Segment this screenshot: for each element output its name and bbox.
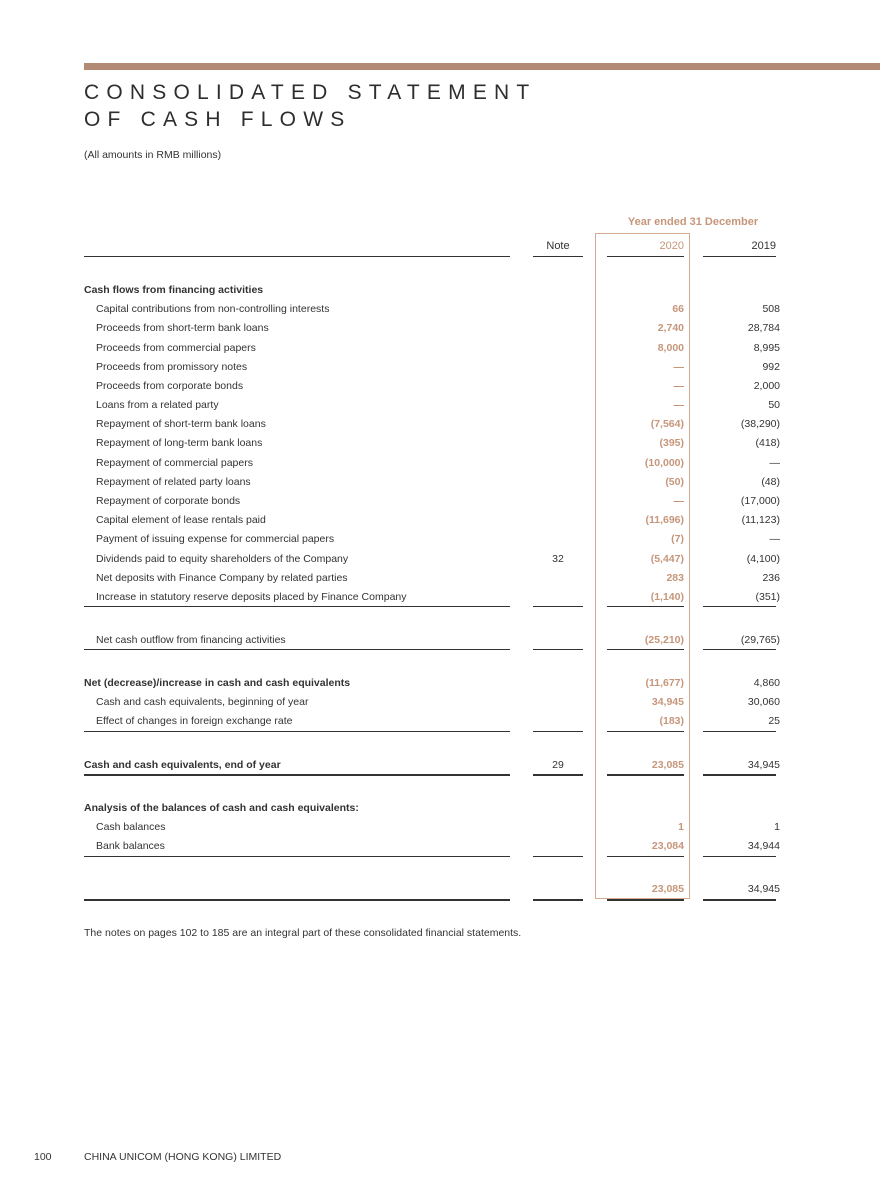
value-2019: 25 bbox=[768, 715, 780, 727]
row-label: Repayment of related party loans bbox=[96, 476, 251, 488]
value-2019: 8,995 bbox=[753, 342, 780, 354]
year-heading: Year ended 31 December bbox=[627, 216, 759, 228]
row-label: Dividends paid to equity shareholders of the Company bbox=[96, 553, 349, 565]
table-row bbox=[0, 693, 880, 712]
value-2020: 23,085 bbox=[651, 759, 684, 771]
table-row bbox=[0, 511, 880, 530]
table-row bbox=[0, 473, 880, 492]
row-label: Net (decrease)/increase in cash and cash equivalents bbox=[84, 677, 351, 689]
value-2020: (7,564) bbox=[650, 418, 684, 430]
value-2019: (48) bbox=[761, 476, 780, 488]
total-row bbox=[0, 880, 880, 899]
row-label: Capital contributions from non-controlling interests bbox=[96, 303, 330, 315]
value-2020: 66 bbox=[672, 303, 684, 315]
subtotal-row bbox=[0, 631, 880, 650]
net-change-row bbox=[0, 674, 880, 693]
value-2020: 1 bbox=[678, 821, 684, 833]
value-2020: 23,084 bbox=[651, 840, 684, 852]
rule bbox=[533, 774, 583, 776]
value-2019: 28,784 bbox=[747, 322, 780, 334]
rule bbox=[703, 899, 776, 901]
row-label: Net deposits with Finance Company by related parties bbox=[96, 572, 348, 584]
rule bbox=[533, 256, 583, 257]
title-line-2: OF CASH FLOWS bbox=[84, 108, 352, 131]
rule bbox=[703, 856, 776, 857]
rule bbox=[703, 256, 776, 257]
value-2020: (11,677) bbox=[645, 677, 684, 689]
rule bbox=[533, 606, 583, 607]
rule bbox=[703, 606, 776, 607]
page-number: 100 bbox=[34, 1151, 52, 1163]
table-row bbox=[0, 454, 880, 473]
note-ref: 29 bbox=[552, 759, 564, 771]
table-row bbox=[0, 492, 880, 511]
value-2019: 34,945 bbox=[747, 759, 780, 771]
value-2019: 236 bbox=[762, 572, 780, 584]
rule bbox=[84, 649, 510, 650]
rule bbox=[703, 774, 776, 776]
rule bbox=[533, 899, 583, 901]
rule bbox=[607, 606, 684, 607]
value-2020: (7) bbox=[671, 533, 684, 545]
row-label: Net cash outflow from financing activities bbox=[96, 634, 286, 646]
table-row bbox=[0, 569, 880, 588]
value-2019: 50 bbox=[768, 399, 780, 411]
value-2020: — bbox=[673, 495, 684, 507]
section-heading-financing bbox=[0, 281, 880, 300]
value-2020: (50) bbox=[665, 476, 684, 488]
value-2019: (11,123) bbox=[741, 514, 780, 526]
value-2019: (351) bbox=[755, 591, 780, 603]
value-2019: (418) bbox=[755, 437, 780, 449]
row-label: Cash and cash equivalents, beginning of year bbox=[96, 696, 309, 708]
rule bbox=[607, 856, 684, 857]
row-label: Cash flows from financing activities bbox=[84, 284, 264, 296]
rule bbox=[533, 649, 583, 650]
row-label: Payment of issuing expense for commercial papers bbox=[96, 533, 335, 545]
rule bbox=[84, 606, 510, 607]
value-2020: 34,945 bbox=[651, 696, 684, 708]
rule bbox=[607, 774, 684, 776]
top-accent-bar bbox=[84, 63, 880, 70]
rule bbox=[533, 731, 583, 732]
row-label: Proceeds from corporate bonds bbox=[96, 380, 244, 392]
row-label: Effect of changes in foreign exchange rate bbox=[96, 715, 293, 727]
row-label: Capital element of lease rentals paid bbox=[96, 514, 266, 526]
row-label: Repayment of short-term bank loans bbox=[96, 418, 266, 430]
row-label: Bank balances bbox=[96, 840, 165, 852]
table-row bbox=[0, 358, 880, 377]
value-2019: (29,765) bbox=[740, 634, 780, 646]
row-label: Proceeds from short-term bank loans bbox=[96, 322, 269, 334]
value-2019: (17,000) bbox=[740, 495, 780, 507]
row-label: Proceeds from commercial papers bbox=[96, 342, 256, 354]
value-2019: — bbox=[769, 457, 780, 469]
note-column-header: Note bbox=[546, 240, 570, 252]
table-row bbox=[0, 415, 880, 434]
row-label: Repayment of long-term bank loans bbox=[96, 437, 263, 449]
value-2020: (25,210) bbox=[644, 634, 684, 646]
value-2020: (395) bbox=[659, 437, 684, 449]
value-2019: 992 bbox=[762, 361, 780, 373]
row-label: Cash and cash equivalents, end of year bbox=[84, 759, 281, 771]
section-heading-analysis bbox=[0, 799, 880, 818]
value-2020: — bbox=[673, 361, 684, 373]
rule bbox=[607, 731, 684, 732]
value-2020: — bbox=[673, 399, 684, 411]
note-ref: 32 bbox=[552, 553, 564, 565]
value-2019: 34,945 bbox=[747, 883, 780, 895]
end-of-year-row bbox=[0, 756, 880, 775]
row-label: Loans from a related party bbox=[96, 399, 219, 411]
value-2020: 8,000 bbox=[657, 342, 684, 354]
value-2019: 1 bbox=[774, 821, 780, 833]
value-2020: (183) bbox=[659, 715, 684, 727]
amounts-note: (All amounts in RMB millions) bbox=[84, 149, 222, 161]
rule bbox=[607, 649, 684, 650]
table-row bbox=[0, 339, 880, 358]
rule bbox=[84, 899, 510, 901]
value-2020: — bbox=[673, 380, 684, 392]
value-2020: 283 bbox=[666, 572, 684, 584]
rule bbox=[84, 856, 510, 857]
table-row bbox=[0, 712, 880, 731]
value-2019: 2,000 bbox=[753, 380, 780, 392]
value-2019: — bbox=[769, 533, 780, 545]
row-label: Increase in statutory reserve deposits placed by Finance Company bbox=[96, 591, 407, 603]
title-line-1: CONSOLIDATED STATEMENT bbox=[84, 81, 537, 104]
footnote: The notes on pages 102 to 185 are an integral part of these consolidated financial statements. bbox=[84, 927, 522, 939]
table-row bbox=[0, 377, 880, 396]
table-row bbox=[0, 300, 880, 319]
year-2019-column-header: 2019 bbox=[751, 240, 776, 252]
table-row bbox=[0, 837, 880, 856]
table-row bbox=[0, 396, 880, 415]
value-2019: 34,944 bbox=[747, 840, 780, 852]
value-2020: (5,447) bbox=[650, 553, 684, 565]
rule bbox=[703, 649, 776, 650]
page-title bbox=[84, 79, 536, 133]
value-2019: 30,060 bbox=[747, 696, 780, 708]
rule bbox=[84, 731, 510, 732]
company-name: CHINA UNICOM (HONG KONG) LIMITED bbox=[84, 1151, 282, 1163]
value-2020: 2,740 bbox=[657, 322, 684, 334]
value-2019: 508 bbox=[762, 303, 780, 315]
table-row bbox=[0, 319, 880, 338]
row-label: Proceeds from promissory notes bbox=[96, 361, 248, 373]
value-2020: (11,696) bbox=[645, 514, 684, 526]
table-row bbox=[0, 588, 880, 607]
row-label: Repayment of corporate bonds bbox=[96, 495, 241, 507]
value-2019: (38,290) bbox=[740, 418, 780, 430]
rule bbox=[607, 899, 684, 901]
rule bbox=[607, 256, 684, 257]
row-label: Cash balances bbox=[96, 821, 166, 833]
table-row bbox=[0, 818, 880, 837]
rule bbox=[533, 856, 583, 857]
value-2020: (10,000) bbox=[644, 457, 684, 469]
value-2020: (1,140) bbox=[650, 591, 684, 603]
table-row bbox=[0, 434, 880, 453]
rule bbox=[84, 774, 510, 776]
row-label: Analysis of the balances of cash and cash equivalents: bbox=[84, 802, 359, 814]
table-row bbox=[0, 530, 880, 549]
year-2020-column-header: 2020 bbox=[659, 240, 684, 252]
value-2019: (4,100) bbox=[746, 553, 780, 565]
value-2019: 4,860 bbox=[753, 677, 780, 689]
value-2020: 23,085 bbox=[651, 883, 684, 895]
rule bbox=[84, 256, 510, 257]
rule bbox=[703, 731, 776, 732]
table-row bbox=[0, 550, 880, 569]
row-label: Repayment of commercial papers bbox=[96, 457, 253, 469]
